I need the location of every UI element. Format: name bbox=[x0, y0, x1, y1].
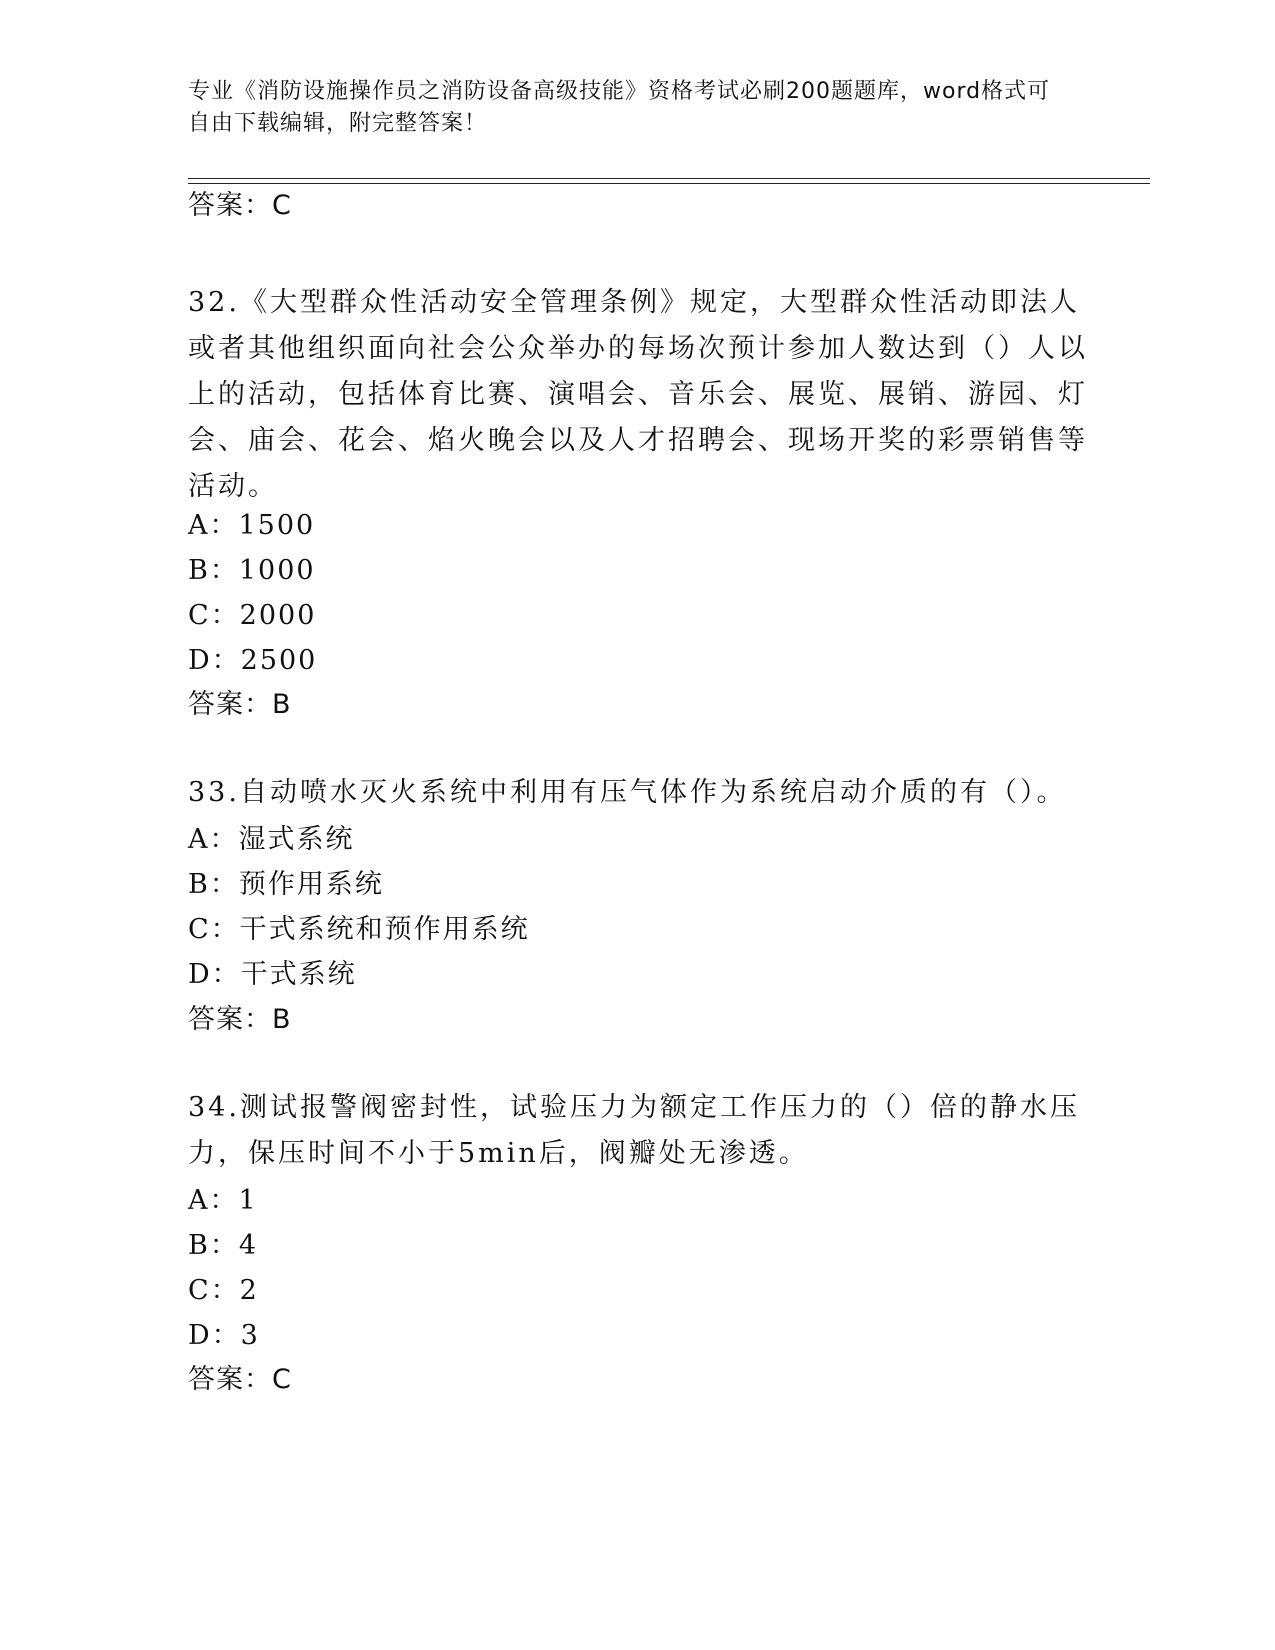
question-32-option-b: B：1000 bbox=[188, 555, 316, 586]
question-34-option-b: B：4 bbox=[188, 1230, 259, 1261]
question-32-option-a: A：1500 bbox=[188, 510, 316, 541]
question-33-text: 33.自动喷水灭火系统中利用有压气体作为系统启动介质的有（）。 bbox=[188, 777, 1067, 808]
header-divider-top bbox=[188, 178, 1150, 179]
question-33-option-a: A：湿式系统 bbox=[188, 824, 355, 855]
question-33-answer: 答案：B bbox=[188, 1004, 292, 1035]
question-32-text: 32.《大型群众性活动安全管理条例》规定，大型群众性活动即法人或者其他组织面向社会公众举办的每场次预计参加人数达到（）人以上的活动，包括体育比赛、演唱会、音乐会、展览、展销、游园、灯会、庙会、花会、焰火晚会以及人才招聘会、现场开奖的彩票销售等活动。 bbox=[188, 287, 1088, 502]
question-33-option-b: B：预作用系统 bbox=[188, 869, 384, 900]
question-34-text: 34.测试报警阀密封性，试验压力为额定工作压力的（）倍的静水压力，保压时间不小于5min后，阀瓣处无渗透。 bbox=[188, 1092, 1080, 1169]
header-divider-bottom bbox=[188, 183, 1150, 184]
question-33-option-c: C：干式系统和预作用系统 bbox=[188, 914, 530, 945]
question-32-option-d: D：2500 bbox=[188, 645, 318, 676]
question-33-option-d: D：干式系统 bbox=[188, 959, 357, 990]
question-34-option-a: A：1 bbox=[188, 1185, 258, 1216]
question-32-answer: 答案：B bbox=[188, 689, 292, 720]
previous-answer: 答案：C bbox=[188, 190, 292, 221]
question-34-answer: 答案：C bbox=[188, 1364, 292, 1395]
question-34-option-c: C：2 bbox=[188, 1275, 259, 1306]
question-34-option-d: D：3 bbox=[188, 1320, 260, 1351]
document-header: 专业《消防设施操作员之消防设备高级技能》资格考试必刷200题题库，word格式可自由下载编辑，附完整答案！ bbox=[188, 79, 1051, 136]
question-32-option-c: C：2000 bbox=[188, 600, 317, 631]
